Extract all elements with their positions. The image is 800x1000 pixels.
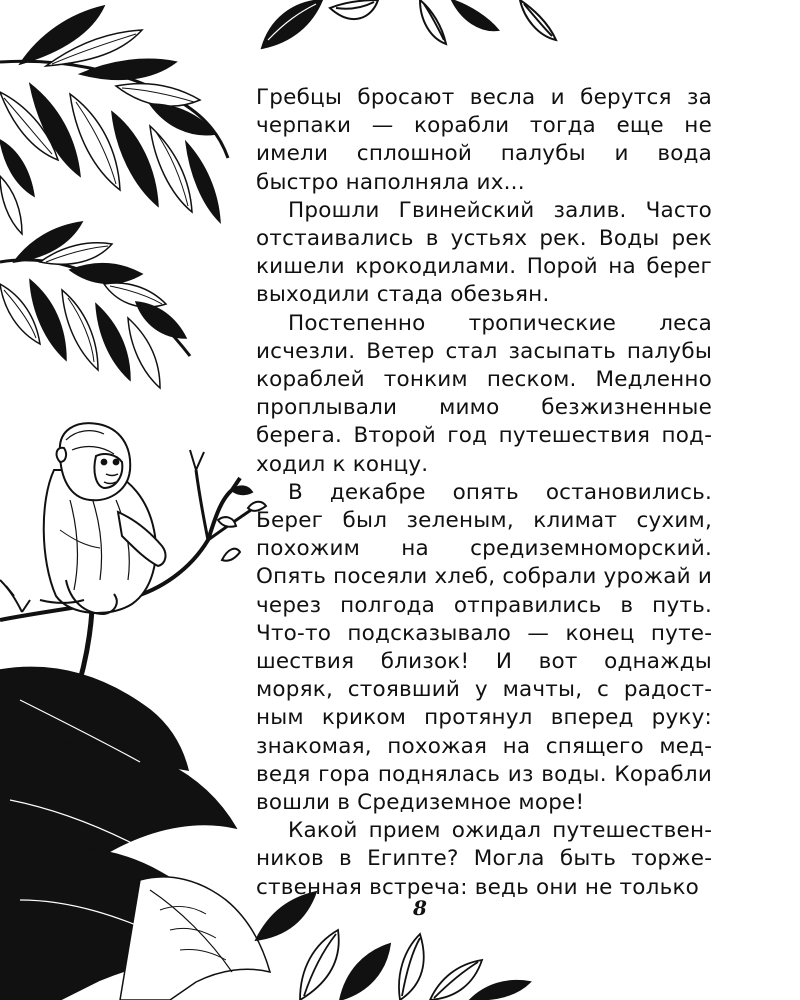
page-number: 8 (413, 896, 427, 920)
top-leaves (262, 0, 556, 48)
monkey (0, 423, 266, 700)
body-text (256, 84, 712, 902)
paragraph-1: Гребцы бросают весла и берутся за черпаки — корабли тогда еще не имели сплошной палубы и вода быстро наполняла их... (256, 85, 712, 195)
paragraph-4: В декабре опять остановились. Берег был зеленым, климат сухим, похожим на средиземноморский. Опять посеяли хлеб, собрали урожай и через полгода отправились в путь. Что-то подсказывало — конец путешествия близок! И вот однажды моряк, стоявший у мачты, с радостным криком протянул вперед руку: знакомая, похожая на спящего медведя гора поднялась из воды. Корабли вошли в Средиземное море! (256, 479, 712, 816)
paragraph-3: Постепенно тропические леса исчезли. Ветер стал засыпать палубы кораблей тонким песком. Медленно проплывали мимо безжизненные берега. Второй год путешествия подходил к концу. (256, 310, 712, 477)
palm-frond-top (0, 6, 228, 234)
fern-foliage-bottom (0, 667, 270, 1000)
paragraph-2: Прошли Гвинейский залив. Часто отстаивались в устьях рек. Воды рек кишели крокодилами. Порой на берег выходили стада обезьян. (256, 197, 712, 308)
palm-frond-middle (0, 222, 190, 388)
paragraph-5: Какой прием ожидал путешественников в Египте? Могла быть торжественная встреча: ведь они не только (256, 818, 712, 900)
bottom-leaves (256, 892, 530, 1000)
